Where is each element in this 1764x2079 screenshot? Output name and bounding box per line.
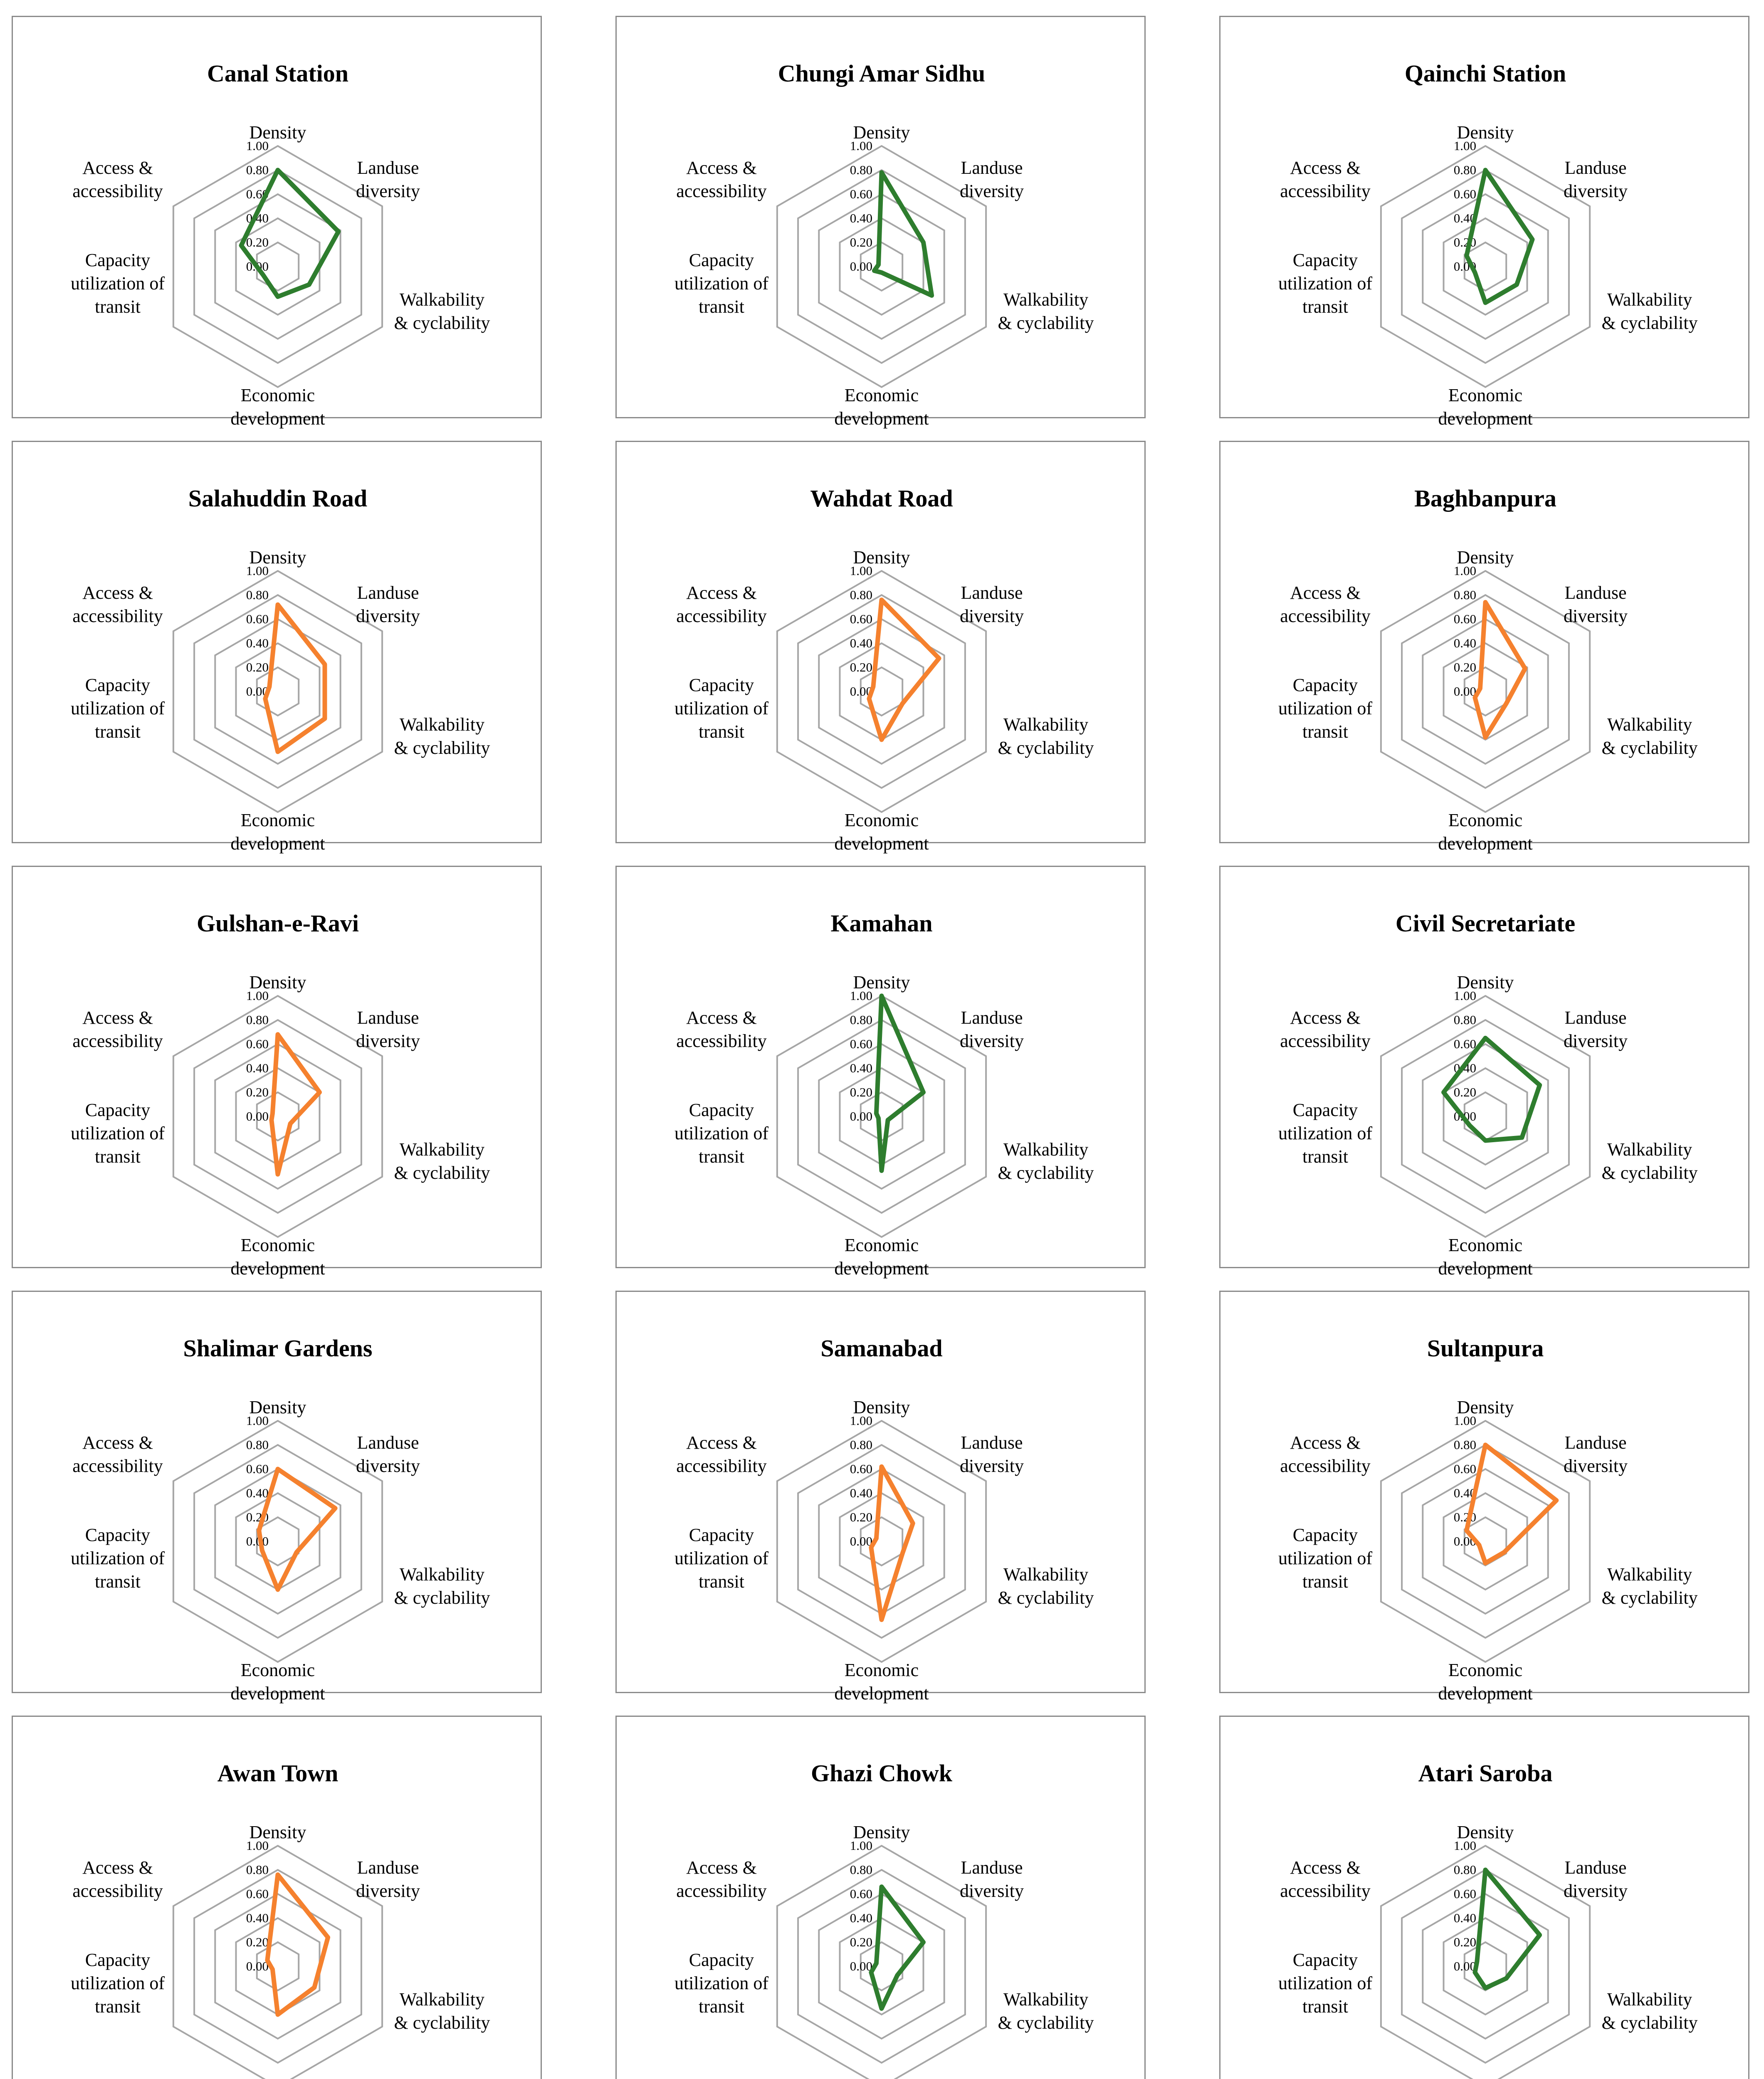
chart-title: Gulshan-e-Ravi bbox=[197, 910, 359, 937]
tick-label: 1.00 bbox=[850, 988, 872, 1003]
radar-chart bbox=[13, 442, 541, 854]
axis-label-landuse-diversity: Landuse diversity bbox=[356, 1857, 420, 1901]
axis-label-access-and-accessibility: Access & accessibility bbox=[1280, 1432, 1371, 1476]
series-line bbox=[272, 1035, 320, 1174]
tick-label: 0.40 bbox=[246, 1486, 269, 1500]
tick-label: 1.00 bbox=[246, 138, 269, 153]
chart-title: Salahuddin Road bbox=[188, 485, 368, 512]
radar-chart bbox=[1220, 17, 1748, 429]
axis-label-landuse-diversity: Landuse diversity bbox=[960, 158, 1024, 201]
tick-label: 0.00 bbox=[850, 259, 872, 274]
grid-ring bbox=[1402, 1020, 1569, 1213]
axis-label-walkability-and-cyclability: Walkability & cyclability bbox=[394, 289, 490, 333]
tick-label: 0.60 bbox=[1453, 1462, 1476, 1476]
tick-label: 0.60 bbox=[1453, 1037, 1476, 1051]
axis-label-density: Density bbox=[249, 547, 306, 568]
tick-label: 0.00 bbox=[246, 259, 269, 274]
axis-label-access-and-accessibility: Access & accessibility bbox=[676, 1432, 767, 1476]
axis-label-access-and-accessibility: Access & accessibility bbox=[676, 158, 767, 201]
axis-label-walkability-and-cyclability: Walkability & cyclability bbox=[998, 1989, 1094, 2033]
tick-label: 0.00 bbox=[246, 684, 269, 699]
radar-chart bbox=[617, 17, 1144, 429]
tick-label: 1.00 bbox=[850, 138, 872, 153]
tick-label: 0.60 bbox=[850, 1037, 872, 1051]
grid-ring bbox=[777, 1846, 986, 2079]
tick-label: 0.60 bbox=[246, 1037, 269, 1051]
grid-ring bbox=[1423, 1894, 1548, 2039]
axis-label-density: Density bbox=[853, 122, 910, 143]
tick-label: 0.40 bbox=[850, 211, 872, 225]
grid-ring bbox=[173, 996, 382, 1237]
chart-title: Chungi Amar Sidhu bbox=[778, 60, 986, 87]
axis-label-access-and-accessibility: Access & accessibility bbox=[676, 1857, 767, 1901]
grid-ring bbox=[798, 595, 965, 788]
axis-label-landuse-diversity: Landuse diversity bbox=[1564, 1857, 1628, 1901]
grid-ring bbox=[173, 1421, 382, 1662]
chart-title: Atari Saroba bbox=[1418, 1760, 1553, 1787]
tick-label: 1.00 bbox=[1453, 988, 1476, 1003]
tick-label: 0.20 bbox=[850, 1085, 872, 1099]
tick-label: 0.80 bbox=[246, 1437, 269, 1452]
axis-label-access-and-accessibility: Access & accessibility bbox=[72, 1857, 163, 1901]
tick-label: 1.00 bbox=[1453, 138, 1476, 153]
radar-chart bbox=[13, 17, 541, 429]
radar-panel-sultanpura bbox=[1219, 1291, 1749, 1704]
axis-label-density: Density bbox=[1457, 122, 1514, 143]
tick-label: 0.00 bbox=[1453, 1959, 1476, 1973]
tick-label: 0.20 bbox=[246, 660, 269, 674]
radar-chart bbox=[13, 867, 541, 1279]
axis-label-walkability-and-cyclability: Walkability & cyclability bbox=[394, 1564, 490, 1608]
tick-label: 0.40 bbox=[1453, 1486, 1476, 1500]
tick-label: 0.40 bbox=[1453, 1061, 1476, 1075]
tick-label: 1.00 bbox=[246, 1838, 269, 1853]
axis-label-access-and-accessibility: Access & accessibility bbox=[72, 1432, 163, 1476]
axis-label-walkability-and-cyclability: Walkability & cyclability bbox=[998, 1139, 1094, 1183]
axis-label-landuse-diversity: Landuse diversity bbox=[1564, 583, 1628, 626]
tick-label: 0.00 bbox=[1453, 1109, 1476, 1123]
grid-ring bbox=[1402, 1870, 1569, 2063]
grid-ring bbox=[194, 170, 361, 363]
axis-label-landuse-diversity: Landuse diversity bbox=[1564, 158, 1628, 201]
tick-label: 0.40 bbox=[246, 1061, 269, 1075]
tick-label: 0.20 bbox=[1453, 1935, 1476, 1949]
axis-label-density: Density bbox=[853, 547, 910, 568]
axis-label-walkability-and-cyclability: Walkability & cyclability bbox=[998, 289, 1094, 333]
axis-label-capacity-utilization-of-transit: Capacity utilization of transit bbox=[70, 1525, 165, 1592]
axis-label-access-and-accessibility: Access & accessibility bbox=[676, 1007, 767, 1051]
radar-chart bbox=[1220, 442, 1748, 854]
tick-label: 0.80 bbox=[1453, 1862, 1476, 1877]
tick-label: 0.60 bbox=[246, 1462, 269, 1476]
radar-chart bbox=[13, 1292, 541, 1704]
tick-label: 0.40 bbox=[1453, 636, 1476, 650]
tick-label: 1.00 bbox=[246, 1413, 269, 1428]
tick-label: 0.80 bbox=[1453, 163, 1476, 177]
axis-label-capacity-utilization-of-transit: Capacity utilization of transit bbox=[1278, 1525, 1373, 1592]
axis-label-capacity-utilization-of-transit: Capacity utilization of transit bbox=[674, 1100, 769, 1167]
grid-ring bbox=[819, 619, 944, 764]
tick-label: 0.00 bbox=[246, 1109, 269, 1123]
tick-label: 0.00 bbox=[246, 1959, 269, 1973]
chart-title: Canal Station bbox=[207, 60, 349, 87]
radar-panel-kamahan bbox=[615, 866, 1146, 1279]
radar-panel-wahdat-road bbox=[615, 441, 1146, 854]
tick-label: 0.60 bbox=[246, 1886, 269, 1901]
tick-label: 0.20 bbox=[850, 1510, 872, 1524]
axis-label-access-and-accessibility: Access & accessibility bbox=[1280, 583, 1371, 626]
radar-panel-gulshan-e-ravi bbox=[12, 866, 542, 1279]
chart-title: Qainchi Station bbox=[1404, 60, 1566, 87]
tick-label: 0.20 bbox=[850, 1935, 872, 1949]
tick-label: 0.60 bbox=[246, 187, 269, 201]
tick-label: 0.40 bbox=[850, 636, 872, 650]
axis-label-walkability-and-cyclability: Walkability & cyclability bbox=[1601, 289, 1698, 333]
axis-label-density: Density bbox=[1457, 547, 1514, 568]
axis-label-walkability-and-cyclability: Walkability & cyclability bbox=[394, 1989, 490, 2033]
axis-label-density: Density bbox=[1457, 1397, 1514, 1417]
tick-label: 0.20 bbox=[1453, 235, 1476, 249]
chart-title: Kamahan bbox=[830, 910, 933, 937]
axis-label-capacity-utilization-of-transit: Capacity utilization of transit bbox=[70, 675, 165, 742]
tick-label: 0.60 bbox=[850, 1886, 872, 1901]
tick-label: 0.80 bbox=[1453, 588, 1476, 602]
axis-label-density: Density bbox=[1457, 972, 1514, 993]
tick-label: 0.80 bbox=[246, 588, 269, 602]
tick-label: 0.00 bbox=[1453, 1534, 1476, 1548]
axis-label-access-and-accessibility: Access & accessibility bbox=[72, 1007, 163, 1051]
axis-label-economic-development: Economic development bbox=[230, 810, 325, 854]
radar-panel-awan-town bbox=[12, 1716, 542, 2079]
radar-chart bbox=[617, 442, 1144, 854]
axis-label-access-and-accessibility: Access & accessibility bbox=[676, 583, 767, 626]
grid-ring bbox=[1402, 170, 1569, 363]
series-line bbox=[871, 1467, 913, 1620]
chart-title: Baghbanpura bbox=[1414, 485, 1556, 512]
radar-chart bbox=[617, 1717, 1144, 2079]
axis-label-density: Density bbox=[853, 972, 910, 993]
tick-label: 0.40 bbox=[246, 211, 269, 225]
tick-label: 0.40 bbox=[246, 1911, 269, 1925]
tick-label: 0.80 bbox=[1453, 1012, 1476, 1027]
axis-label-access-and-accessibility: Access & accessibility bbox=[72, 158, 163, 201]
grid-ring bbox=[194, 1870, 361, 2063]
tick-label: 0.40 bbox=[246, 636, 269, 650]
radar-panel-samanabad bbox=[615, 1291, 1146, 1704]
grid-ring bbox=[1423, 1469, 1548, 1614]
axis-label-density: Density bbox=[249, 122, 306, 143]
tick-label: 0.20 bbox=[850, 235, 872, 249]
tick-label: 0.80 bbox=[246, 1012, 269, 1027]
axis-label-access-and-accessibility: Access & accessibility bbox=[72, 583, 163, 626]
tick-label: 1.00 bbox=[1453, 1413, 1476, 1428]
axis-label-economic-development: Economic development bbox=[1438, 810, 1533, 854]
tick-label: 0.80 bbox=[246, 163, 269, 177]
axis-label-walkability-and-cyclability: Walkability & cyclability bbox=[1601, 1564, 1698, 1608]
radar-chart bbox=[1220, 867, 1748, 1279]
axis-label-landuse-diversity: Landuse diversity bbox=[960, 583, 1024, 626]
tick-label: 1.00 bbox=[850, 1838, 872, 1853]
axis-label-landuse-diversity: Landuse diversity bbox=[960, 1857, 1024, 1901]
tick-label: 0.60 bbox=[1453, 1886, 1476, 1901]
tick-label: 0.60 bbox=[246, 612, 269, 626]
radar-panel-qainchi-station bbox=[1219, 16, 1749, 429]
radar-chart bbox=[1220, 1717, 1748, 2079]
chart-title: Awan Town bbox=[217, 1760, 338, 1787]
grid-ring bbox=[173, 146, 382, 387]
tick-label: 1.00 bbox=[1453, 563, 1476, 578]
tick-label: 0.00 bbox=[1453, 259, 1476, 274]
series-line bbox=[1475, 1870, 1540, 1988]
axis-label-capacity-utilization-of-transit: Capacity utilization of transit bbox=[674, 675, 769, 742]
tick-label: 0.40 bbox=[850, 1486, 872, 1500]
tick-label: 0.20 bbox=[1453, 1510, 1476, 1524]
axis-label-landuse-diversity: Landuse diversity bbox=[960, 1007, 1024, 1051]
axis-label-walkability-and-cyclability: Walkability & cyclability bbox=[1601, 1989, 1698, 2033]
tick-label: 0.20 bbox=[850, 660, 872, 674]
axis-label-walkability-and-cyclability: Walkability & cyclability bbox=[998, 714, 1094, 758]
axis-label-access-and-accessibility: Access & accessibility bbox=[1280, 158, 1371, 201]
series-line bbox=[1467, 1445, 1556, 1563]
tick-label: 0.20 bbox=[246, 235, 269, 249]
axis-label-capacity-utilization-of-transit: Capacity utilization of transit bbox=[1278, 250, 1373, 317]
chart-title: Ghazi Chowk bbox=[810, 1760, 953, 1787]
tick-label: 1.00 bbox=[850, 563, 872, 578]
axis-label-capacity-utilization-of-transit: Capacity utilization of transit bbox=[70, 250, 165, 317]
axis-label-landuse-diversity: Landuse diversity bbox=[960, 1432, 1024, 1476]
tick-label: 0.80 bbox=[246, 1862, 269, 1877]
tick-label: 1.00 bbox=[850, 1413, 872, 1428]
axis-label-walkability-and-cyclability: Walkability & cyclability bbox=[1601, 1139, 1698, 1183]
axis-label-capacity-utilization-of-transit: Capacity utilization of transit bbox=[674, 1950, 769, 2017]
chart-title: Wahdat Road bbox=[810, 485, 953, 512]
axis-label-capacity-utilization-of-transit: Capacity utilization of transit bbox=[1278, 1950, 1373, 2017]
tick-label: 0.20 bbox=[246, 1935, 269, 1949]
tick-label: 0.60 bbox=[1453, 187, 1476, 201]
tick-label: 0.80 bbox=[850, 1012, 872, 1027]
axis-label-economic-development: Economic development bbox=[230, 1660, 325, 1704]
tick-label: 0.80 bbox=[850, 1862, 872, 1877]
axis-label-capacity-utilization-of-transit: Capacity utilization of transit bbox=[70, 1950, 165, 2017]
tick-label: 0.80 bbox=[850, 163, 872, 177]
tick-label: 0.60 bbox=[850, 1462, 872, 1476]
radar-chart bbox=[617, 1292, 1144, 1704]
tick-label: 0.40 bbox=[1453, 1911, 1476, 1925]
axis-label-capacity-utilization-of-transit: Capacity utilization of transit bbox=[1278, 1100, 1373, 1167]
chart-title: Shalimar Gardens bbox=[183, 1335, 373, 1362]
axis-label-density: Density bbox=[249, 1397, 306, 1417]
axis-label-economic-development: Economic development bbox=[1438, 385, 1533, 429]
tick-label: 0.80 bbox=[850, 1437, 872, 1452]
axis-label-landuse-diversity: Landuse diversity bbox=[1564, 1007, 1628, 1051]
axis-label-access-and-accessibility: Access & accessibility bbox=[1280, 1007, 1371, 1051]
radar-panel-civil-secretariate bbox=[1219, 866, 1749, 1279]
tick-label: 0.00 bbox=[850, 1534, 872, 1548]
tick-label: 0.00 bbox=[850, 1959, 872, 1973]
chart-title: Civil Secretariate bbox=[1395, 910, 1576, 937]
tick-label: 1.00 bbox=[1453, 1838, 1476, 1853]
radar-chart bbox=[617, 867, 1144, 1279]
axis-label-landuse-diversity: Landuse diversity bbox=[356, 158, 420, 201]
axis-label-walkability-and-cyclability: Walkability & cyclability bbox=[394, 1139, 490, 1183]
axis-label-walkability-and-cyclability: Walkability & cyclability bbox=[1601, 714, 1698, 758]
axis-label-economic-development: Economic development bbox=[834, 1235, 929, 1279]
axis-label-economic-development: Economic development bbox=[1438, 1660, 1533, 1704]
axis-label-landuse-diversity: Landuse diversity bbox=[356, 583, 420, 626]
axis-label-walkability-and-cyclability: Walkability & cyclability bbox=[394, 714, 490, 758]
axis-label-density: Density bbox=[249, 1822, 306, 1842]
axis-label-capacity-utilization-of-transit: Capacity utilization of transit bbox=[70, 1100, 165, 1167]
series-line bbox=[871, 1887, 924, 2009]
tick-label: 0.80 bbox=[850, 588, 872, 602]
axis-label-density: Density bbox=[853, 1397, 910, 1417]
axis-label-density: Density bbox=[1457, 1822, 1514, 1842]
tick-label: 0.00 bbox=[850, 684, 872, 699]
axis-label-economic-development: Economic development bbox=[834, 1660, 929, 1704]
axis-label-walkability-and-cyclability: Walkability & cyclability bbox=[998, 1564, 1094, 1608]
radar-panel-baghbanpura bbox=[1219, 441, 1749, 854]
tick-label: 0.20 bbox=[246, 1085, 269, 1099]
tick-label: 0.20 bbox=[1453, 660, 1476, 674]
series-line bbox=[1475, 602, 1525, 737]
radar-panel-ghazi-chowk bbox=[615, 1716, 1146, 2079]
radar-panel-atari-saroba bbox=[1219, 1716, 1749, 2079]
axis-label-economic-development: Economic development bbox=[834, 385, 929, 429]
axis-label-economic-development: Economic development bbox=[230, 385, 325, 429]
axis-label-density: Density bbox=[853, 1822, 910, 1842]
grid-ring bbox=[1402, 1445, 1569, 1638]
tick-label: 1.00 bbox=[246, 563, 269, 578]
tick-label: 0.40 bbox=[850, 1911, 872, 1925]
grid-ring bbox=[798, 1020, 965, 1213]
axis-label-access-and-accessibility: Access & accessibility bbox=[1280, 1857, 1371, 1901]
axis-label-landuse-diversity: Landuse diversity bbox=[356, 1432, 420, 1476]
chart-title: Sultanpura bbox=[1427, 1335, 1544, 1362]
tick-label: 0.60 bbox=[1453, 612, 1476, 626]
grid-ring bbox=[1381, 996, 1590, 1237]
tick-label: 0.20 bbox=[1453, 1085, 1476, 1099]
radar-panel-chungi-amar-sidhu bbox=[615, 16, 1146, 429]
axis-label-capacity-utilization-of-transit: Capacity utilization of transit bbox=[674, 1525, 769, 1592]
grid-ring bbox=[1423, 194, 1548, 339]
radar-panel-canal-station bbox=[12, 16, 542, 429]
tick-label: 0.00 bbox=[246, 1534, 269, 1548]
grid-ring bbox=[215, 1469, 340, 1614]
tick-label: 0.60 bbox=[850, 612, 872, 626]
axis-label-capacity-utilization-of-transit: Capacity utilization of transit bbox=[674, 250, 769, 317]
axis-label-density: Density bbox=[249, 972, 306, 993]
axis-label-economic-development: Economic development bbox=[834, 810, 929, 854]
axis-label-landuse-diversity: Landuse diversity bbox=[1564, 1432, 1628, 1476]
radar-chart bbox=[13, 1717, 541, 2079]
tick-label: 0.60 bbox=[850, 187, 872, 201]
radar-panel-salahuddin-road bbox=[12, 441, 542, 854]
grid-ring bbox=[777, 1421, 986, 1662]
axis-label-economic-development: Economic development bbox=[1438, 1235, 1533, 1279]
grid-ring bbox=[1381, 1421, 1590, 1662]
tick-label: 0.00 bbox=[1453, 684, 1476, 699]
axis-label-economic-development: Economic development bbox=[230, 1235, 325, 1279]
grid-ring bbox=[1423, 619, 1548, 764]
radar-panel-shalimar-gardens bbox=[12, 1291, 542, 1704]
axis-label-landuse-diversity: Landuse diversity bbox=[356, 1007, 420, 1051]
chart-title: Samanabad bbox=[820, 1335, 943, 1362]
axis-label-capacity-utilization-of-transit: Capacity utilization of transit bbox=[1278, 675, 1373, 742]
tick-label: 0.20 bbox=[246, 1510, 269, 1524]
grid-ring bbox=[1381, 146, 1590, 387]
tick-label: 0.40 bbox=[1453, 211, 1476, 225]
tick-label: 0.80 bbox=[1453, 1437, 1476, 1452]
tick-label: 0.40 bbox=[850, 1061, 872, 1075]
series-line bbox=[869, 600, 939, 740]
radar-chart bbox=[1220, 1292, 1748, 1704]
tick-label: 1.00 bbox=[246, 988, 269, 1003]
tick-label: 0.00 bbox=[850, 1109, 872, 1123]
